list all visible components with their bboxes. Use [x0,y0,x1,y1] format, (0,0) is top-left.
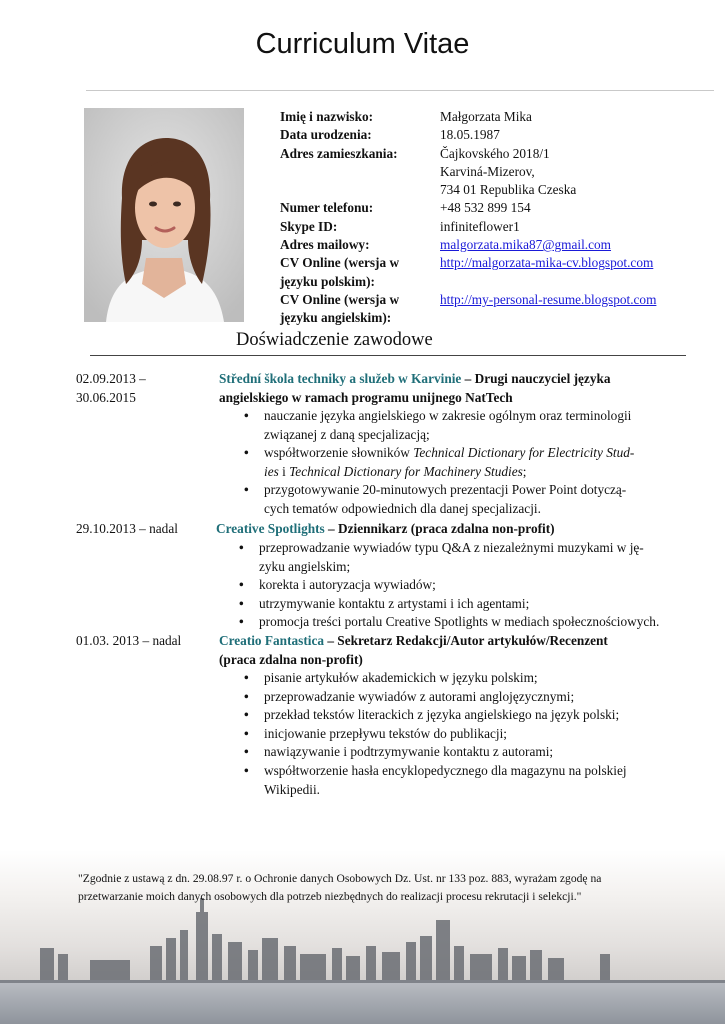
list-item: • nauczanie języka angielskiego w zakresie ogólnym oraz terminologii związanej z daną specjalizacją; [242,407,692,444]
cv-pl-label-line-2: języku polskim): [280,273,375,289]
list-item: • przeprowadzanie wywiadów z autorami anglojęzycznymi; [242,688,692,707]
title-divider [86,90,714,91]
name-label: Imię i nazwisko: [280,109,374,124]
birth-value: 18.05.1987 [440,127,500,143]
job-duties [237,539,692,632]
list-item: • korekta i autoryzacja wywiadów; [237,576,692,595]
address-value [440,145,700,200]
list-item: • pisanie artykułów akademickich w języku polskim; [242,669,692,688]
address-line-2: Karviná-Mizerov, [440,163,535,179]
phone-row [280,199,700,217]
birth-label: Data urodzenia: [280,127,372,143]
list-item: • przygotowywanie 20-minutowych prezentacji Power Point dotyczą- cych tematów odpowiednich dla danej specjalizacji. [242,481,692,518]
job-duties [242,669,692,799]
cv-pl-label [280,254,440,291]
email-link[interactable]: malgorzata.mika87@gmail.com [440,237,612,253]
name-value: Małgorzata Mika [440,109,532,124]
phone-value: +48 532 899 154 [440,200,531,216]
personal-info [280,108,700,328]
job-header [219,370,689,407]
cv-pl-label-line-1: CV Online (wersja w [280,255,400,271]
job-role: – Sekretarz Redakcji/Autor artykułów/Recenzent [324,633,608,648]
job-date-start: 02.09.2013 – [76,371,146,386]
job-role-cont: (praca zdalna non-profit) [219,651,363,667]
job-date-start: 01.03. 2013 – nadal [76,633,182,648]
job-duties [242,407,692,519]
cv-en-row [280,291,700,328]
address-line-1: Čajkovského 2018/1 [440,145,550,161]
name-row [280,108,700,126]
job-role-cont: angielskiego w ramach programu unijnego NatTech [219,389,513,405]
page-title: Curriculum Vitae [255,28,470,60]
job-role: – Drugi nauczyciel języka [461,371,611,386]
email-row [280,236,700,254]
skype-value: infiniteflower1 [440,218,520,234]
list-item: • utrzymywanie kontaktu z artystami i ich agentami; [237,595,692,614]
job-date [76,370,216,407]
job-role: – Dziennikarz (praca zdalna non-profit) [324,521,555,536]
cv-en-label-line-1: CV Online (wersja w [280,291,400,307]
job-header [216,520,686,539]
birth-row [280,126,700,144]
job-date-end: 30.06.2015 [76,389,136,405]
job-date [76,632,216,651]
cv-en-label [280,291,440,328]
cv-en-label-line-2: języku angielskim): [280,310,392,326]
cv-pl-row [280,254,700,291]
address-line-3: 734 01 Republika Czeska [440,182,577,198]
cv-pl-link[interactable]: http://malgorzata-mika-cv.blogspot.com [440,255,654,271]
list-item: • przeprowadzanie wywiadów typu Q&A z niezależnymi muzykami w ję- zyku angielskim; [237,539,692,576]
cv-en-link[interactable]: http://my-personal-resume.blogspot.com [440,291,657,307]
job-organization: Creatio Fantastica [219,633,324,648]
list-item: • nawiązywanie i podtrzymywanie kontaktu z autorami; [242,743,692,762]
address-row [280,145,700,200]
consent-line-2: przetwarzanie moich danych osobowych dla potrzeb niezbędnych do realizacji procesu rekrutacji i selekcji." [78,889,582,903]
section-divider [90,355,686,356]
list-item: • inicjowanie przepływu tekstów do publikacji; [242,725,692,744]
job-date [76,520,216,539]
portrait-illustration [84,108,244,322]
list-item: • współtworzenie słowników Technical Dictionary for Electricity Stud- ies i Technical Dictionary for Machinery Studies; [242,444,692,481]
data-consent-clause [78,870,688,905]
list-item: • przekład tekstów literackich z języka angielskiego na język polski; [242,706,692,725]
skype-label: Skype ID: [280,218,338,234]
section-title: Doświadczenie zawodowe [236,330,433,350]
email-label: Adres mailowy: [280,237,370,253]
consent-line-1: "Zgodnie z ustawą z dn. 29.08.97 r. o Ochronie danych Osobowych Dz. Ust. nr 133 poz. 883, wyrażam zgodę na [78,872,602,885]
profile-photo [84,108,244,322]
job-organization: Creative Spotlights [216,521,325,536]
skype-row [280,218,700,236]
phone-label: Numer telefonu: [280,200,374,216]
list-item: • współtworzenie hasła encyklopedycznego dla magazynu na polskiej Wikipedii. [242,762,692,799]
job-organization: Střední škola techniky a služeb w Karvinie [219,371,462,386]
address-label: Adres zamieszkania: [280,145,398,161]
list-item: • promocja treści portalu Creative Spotlights w mediach społecznościowych. [237,613,692,632]
job-header [219,632,689,669]
job-date-start: 29.10.2013 – nadal [76,521,178,536]
